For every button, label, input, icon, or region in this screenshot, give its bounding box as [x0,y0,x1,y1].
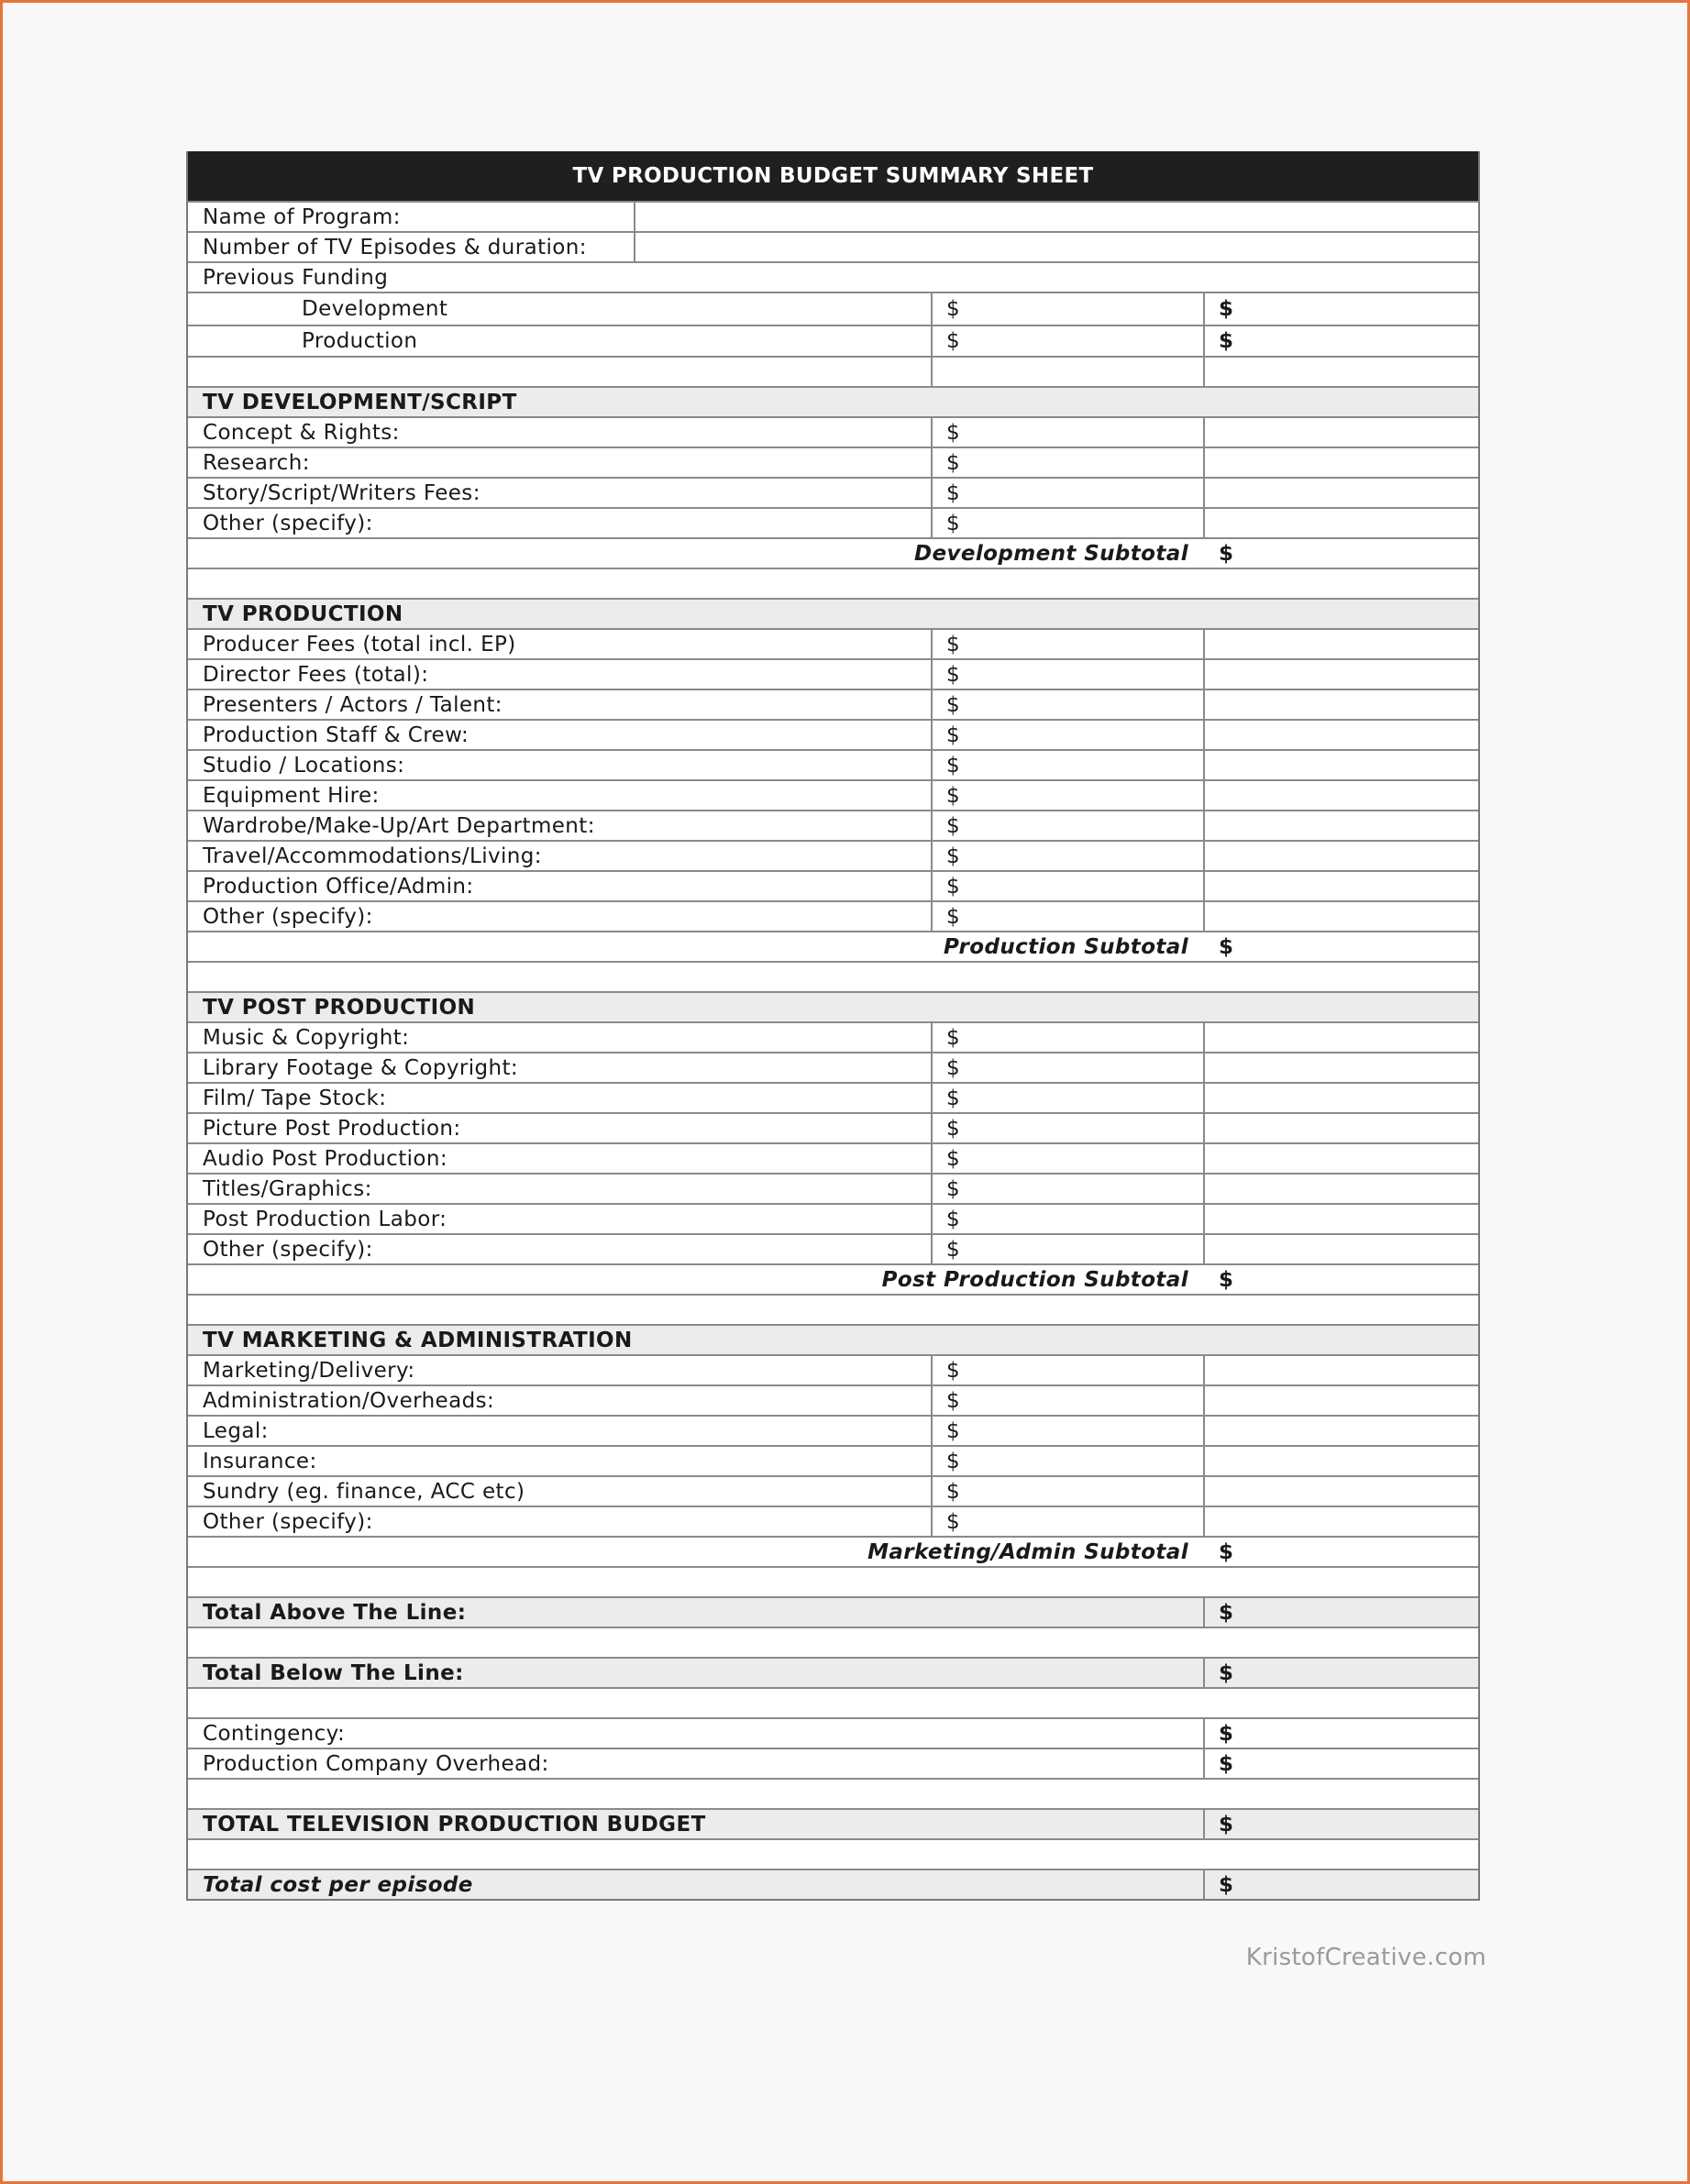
line-item-total[interactable] [1205,1417,1478,1445]
line-item-amount[interactable]: $ [933,448,1205,477]
funding-blank-row [188,356,1478,386]
subtotal-value[interactable]: $ [1219,1267,1234,1292]
line-item-label: Other (specify): [188,1507,933,1536]
blank-cell [1205,358,1478,386]
line-item-total[interactable] [1205,448,1478,477]
line-item-total[interactable] [1205,1205,1478,1233]
funding-development-row [188,292,1478,325]
spacer-row [188,1627,1478,1657]
line-item-row [188,870,1478,900]
line-item-amount[interactable]: $ [933,1053,1205,1082]
line-item-row [188,1506,1478,1536]
line-item-label: Story/Script/Writers Fees: [188,479,933,507]
line-item-row [188,1112,1478,1142]
line-item-label: Sundry (eg. finance, ACC etc) [188,1477,933,1506]
line-item-row [188,447,1478,477]
blank-cell [933,358,1205,386]
line-item-total[interactable] [1205,630,1478,658]
spacer-row [188,1778,1478,1808]
funding-development-total[interactable]: $ [1219,297,1234,321]
subtotal-value[interactable]: $ [1219,1539,1234,1564]
line-item-amount[interactable]: $ [933,1386,1205,1415]
line-item-amount[interactable]: $ [933,479,1205,507]
line-item-row [188,689,1478,719]
line-item-amount[interactable]: $ [933,1417,1205,1445]
episodes-row [188,231,1478,261]
line-item-label: Post Production Labor: [188,1205,933,1233]
funding-development-amount[interactable]: $ [933,293,1205,325]
per-episode-value[interactable]: $ [1219,1872,1234,1897]
company-overhead-label: Production Company Overhead: [188,1749,1205,1778]
subtotal-row [188,537,1478,568]
line-item-row [188,1082,1478,1112]
line-item-row [188,1021,1478,1052]
subtotal-value[interactable]: $ [1219,934,1234,959]
line-item-total[interactable] [1205,1507,1478,1536]
funding-production-total[interactable]: $ [1219,329,1234,353]
line-item-total[interactable] [1205,721,1478,749]
line-item-label: Other (specify): [188,509,933,537]
line-item-label: Equipment Hire: [188,781,933,810]
funding-production-amount[interactable]: $ [933,326,1205,356]
line-item-label: Production Office/Admin: [188,872,933,900]
line-item-row [188,779,1478,810]
line-item-total[interactable] [1205,781,1478,810]
line-item-label: Wardrobe/Make-Up/Art Department: [188,811,933,840]
total-below-line-row [188,1657,1478,1687]
line-item-row [188,1233,1478,1263]
line-item-amount[interactable]: $ [933,781,1205,810]
line-item-total[interactable] [1205,1114,1478,1142]
subtotal-value[interactable]: $ [1219,541,1234,566]
line-item-row [188,477,1478,507]
line-item-total[interactable] [1205,842,1478,870]
subtotal-row [188,931,1478,961]
spacer-row [188,1687,1478,1717]
line-item-total[interactable] [1205,1356,1478,1384]
section-heading: TV POST PRODUCTION [203,995,476,1020]
section-heading-row [188,386,1478,416]
total-budget-label: TOTAL TELEVISION PRODUCTION BUDGET [188,1810,1205,1838]
line-item-total[interactable] [1205,1144,1478,1173]
line-item-total[interactable] [1205,479,1478,507]
line-item-total[interactable] [1205,1084,1478,1112]
subtotal-row [188,1536,1478,1566]
line-item-label: Production Staff & Crew: [188,721,933,749]
line-item-label: Insurance: [188,1447,933,1475]
spacer-row [188,1838,1478,1869]
line-item-label: Music & Copyright: [188,1023,933,1052]
total-above-line-label: Total Above The Line: [188,1598,1205,1627]
line-item-label: Producer Fees (total incl. EP) [188,630,933,658]
line-item-total[interactable] [1205,690,1478,719]
section-heading: TV MARKETING & ADMINISTRATION [203,1328,633,1352]
line-item-amount[interactable]: $ [933,842,1205,870]
line-item-amount[interactable]: $ [933,1114,1205,1142]
contingency-value[interactable]: $ [1219,1721,1234,1746]
line-item-amount[interactable]: $ [933,509,1205,537]
line-item-label: Audio Post Production: [188,1144,933,1173]
line-item-label: Studio / Locations: [188,751,933,779]
line-item-row [188,658,1478,689]
line-item-total[interactable] [1205,509,1478,537]
total-below-line-label: Total Below The Line: [188,1659,1205,1687]
line-item-amount[interactable]: $ [933,1144,1205,1173]
line-item-label: Director Fees (total): [188,660,933,689]
line-item-row [188,810,1478,840]
line-item-row [188,840,1478,870]
per-episode-label: Total cost per episode [188,1870,1205,1899]
program-name-label: Name of Program: [188,203,635,231]
subtotal-label: Post Production Subtotal [881,1267,1188,1292]
line-item-amount[interactable]: $ [933,902,1205,931]
line-item-row [188,900,1478,931]
episodes-field[interactable] [635,233,1478,261]
line-item-amount[interactable]: $ [933,1477,1205,1506]
line-item-total[interactable] [1205,1447,1478,1475]
line-item-total[interactable] [1205,872,1478,900]
spacer-row [188,961,1478,991]
line-item-total[interactable] [1205,1023,1478,1052]
line-item-total[interactable] [1205,751,1478,779]
sheet-title: TV PRODUCTION BUDGET SUMMARY SHEET [188,151,1478,201]
line-item-row [188,628,1478,658]
line-item-label: Film/ Tape Stock: [188,1084,933,1112]
line-item-label: Other (specify): [188,902,933,931]
line-item-amount[interactable]: $ [933,418,1205,447]
spacer-row [188,568,1478,598]
line-item-amount[interactable]: $ [933,1447,1205,1475]
section-heading: TV PRODUCTION [203,601,403,626]
total-below-line-value[interactable]: $ [1219,1660,1234,1685]
subtotal-label: Development Subtotal [914,541,1188,566]
line-item-amount[interactable]: $ [933,1356,1205,1384]
line-item-amount[interactable]: $ [933,721,1205,749]
line-item-amount[interactable]: $ [933,872,1205,900]
line-item-amount[interactable]: $ [933,1084,1205,1112]
line-item-amount[interactable]: $ [933,1175,1205,1203]
line-item-row [188,1384,1478,1415]
line-item-label: Administration/Overheads: [188,1386,933,1415]
total-above-line-value[interactable]: $ [1219,1600,1234,1625]
blank-cell [188,358,933,386]
line-item-row [188,1173,1478,1203]
line-item-label: Presenters / Actors / Talent: [188,690,933,719]
prev-funding-row [188,261,1478,292]
line-item-row [188,719,1478,749]
prev-funding-label: Previous Funding [203,265,389,290]
line-item-label: Picture Post Production: [188,1114,933,1142]
line-item-amount[interactable]: $ [933,690,1205,719]
contingency-row [188,1717,1478,1748]
total-budget-value[interactable]: $ [1219,1812,1234,1837]
subtotal-label: Marketing/Admin Subtotal [867,1539,1188,1564]
line-item-total[interactable] [1205,811,1478,840]
line-item-label: Marketing/Delivery: [188,1356,933,1384]
line-item-amount[interactable]: $ [933,751,1205,779]
spacer-row [188,1294,1478,1324]
contingency-label: Contingency: [188,1719,1205,1748]
line-item-row [188,749,1478,779]
line-item-total[interactable] [1205,660,1478,689]
line-item-label: Legal: [188,1417,933,1445]
line-item-amount[interactable]: $ [933,630,1205,658]
line-item-row [188,1475,1478,1506]
line-item-total[interactable] [1205,1235,1478,1263]
spacer-row [188,1566,1478,1596]
line-item-row [188,1052,1478,1082]
line-item-label: Research: [188,448,933,477]
program-name-field[interactable] [635,203,1478,231]
line-item-row [188,1415,1478,1445]
per-episode-row [188,1869,1478,1899]
company-overhead-value[interactable]: $ [1219,1751,1234,1776]
section-heading-row [188,1324,1478,1354]
line-item-total[interactable] [1205,418,1478,447]
line-item-total[interactable] [1205,1477,1478,1506]
funding-production-label: Production [188,326,933,356]
section-heading-row [188,991,1478,1021]
line-item-label: Library Footage & Copyright: [188,1053,933,1082]
line-item-row [188,507,1478,537]
total-budget-row [188,1808,1478,1838]
subtotal-row [188,1263,1478,1294]
section-heading: TV DEVELOPMENT/SCRIPT [203,390,517,414]
funding-production-row [188,325,1478,356]
budget-sections [188,386,1478,1566]
line-item-label: Other (specify): [188,1235,933,1263]
line-item-total[interactable] [1205,902,1478,931]
budget-sheet [186,151,1480,1901]
funding-development-label: Development [188,293,933,325]
line-item-amount[interactable]: $ [933,1235,1205,1263]
watermark: KristofCreative.com [1245,1944,1486,1971]
line-item-row [188,1203,1478,1233]
line-item-total[interactable] [1205,1386,1478,1415]
line-item-amount[interactable]: $ [933,1205,1205,1233]
line-item-amount[interactable]: $ [933,1507,1205,1536]
line-item-amount[interactable]: $ [933,1023,1205,1052]
line-item-row [188,1142,1478,1173]
line-item-label: Titles/Graphics: [188,1175,933,1203]
line-item-label: Concept & Rights: [188,418,933,447]
section-heading-row [188,598,1478,628]
line-item-label: Travel/Accommodations/Living: [188,842,933,870]
line-item-row [188,416,1478,447]
total-above-line-row [188,1596,1478,1627]
episodes-label: Number of TV Episodes & duration: [188,233,635,261]
line-item-total[interactable] [1205,1175,1478,1203]
line-item-amount[interactable]: $ [933,660,1205,689]
company-overhead-row [188,1748,1478,1778]
program-name-row [188,201,1478,231]
line-item-row [188,1354,1478,1384]
line-item-amount[interactable]: $ [933,811,1205,840]
line-item-row [188,1445,1478,1475]
subtotal-label: Production Subtotal [943,934,1188,959]
line-item-total[interactable] [1205,1053,1478,1082]
